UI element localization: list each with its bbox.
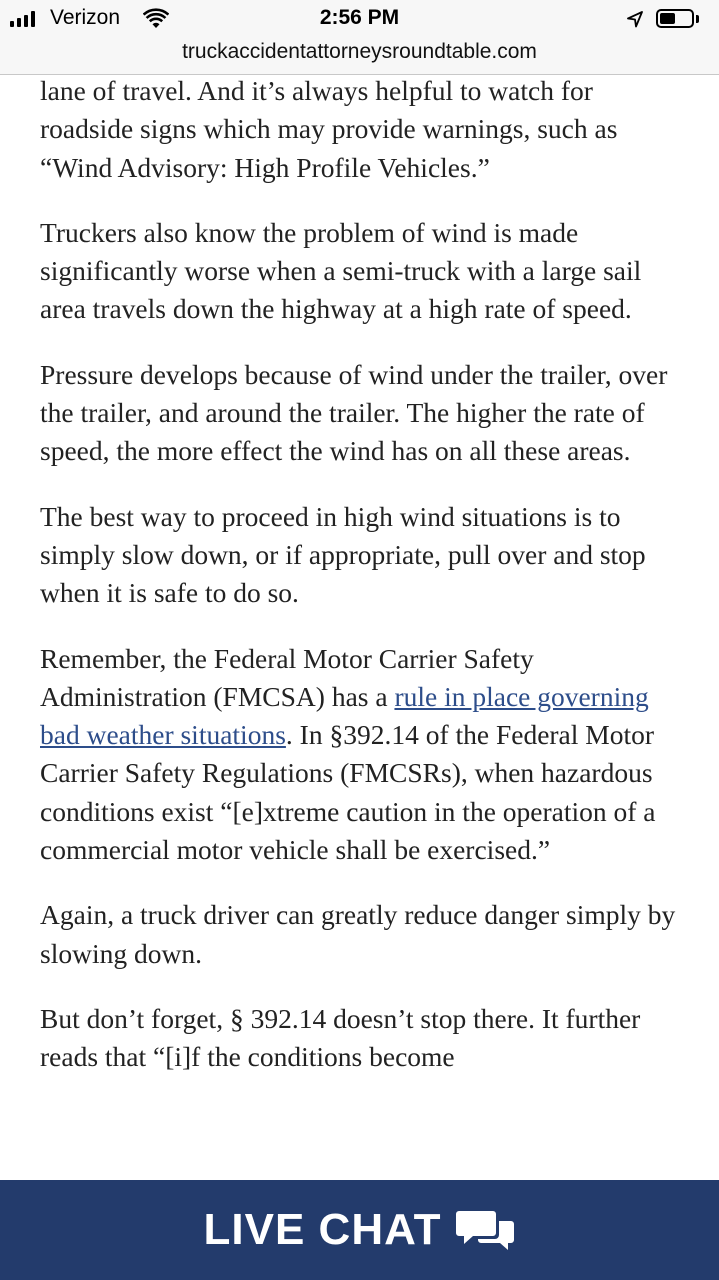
rule-link[interactable]: rule in place governing bad weather situations — [40, 680, 649, 751]
article-paragraph: Truckers also know the problem of wind is made significantly worse when a semi-truck with a large sail area travels down the highway at a high rate of speed. — [40, 216, 642, 325]
article-body — [40, 72, 690, 1104]
live-chat-button[interactable] — [0, 1180, 719, 1280]
paragraph-text: Remember, the Federal Motor Carrier Safety Administration (FMCSA) has a — [40, 642, 534, 712]
paragraph-text: . In §392.14 of the Federal Motor Carrier Safety Regulations (FMCSRs), when hazardous conditions exist “[e]xtreme caution in the operation of a commercial motor vehicle shall be exercised.” — [40, 719, 656, 866]
status-bar — [0, 0, 719, 38]
live-chat-label[interactable]: LIVE CHAT — [203, 1205, 442, 1254]
carrier-name: Verizon — [50, 6, 121, 29]
article-paragraph-fmcsa — [40, 640, 690, 870]
article-paragraph: Pressure develops because of wind under the trailer, over the trailer, and around the trailer. The higher the rate of speed, the more effect the wind has on all these areas. — [40, 358, 668, 467]
article-paragraph: But don’t forget, § 392.14 doesn’t stop there. It further reads that “[i]f the conditions become — [40, 1002, 641, 1073]
address-bar[interactable] — [0, 38, 719, 75]
location-arrow-icon — [626, 10, 644, 28]
article-paragraph: lane of travel. And it’s always helpful to watch for roadside signs which may provide warnings, such as “Wind Advisory: High Profile Vehicles.” — [40, 75, 618, 183]
article-paragraph: Again, a truck driver can greatly reduce danger simply by slowing down. — [40, 899, 676, 969]
chat-bubbles-icon[interactable] — [455, 1207, 515, 1253]
url-text[interactable]: truckaccidentattorneysroundtable.com — [182, 40, 537, 63]
clock-time: 2:56 PM — [319, 6, 400, 29]
battery-level — [660, 13, 675, 24]
article-paragraph: The best way to proceed in high wind situations is to simply slow down, or if appropriate, pull over and stop when it is safe to do so. — [40, 500, 646, 609]
battery-tip — [696, 15, 699, 23]
battery-icon — [656, 9, 694, 28]
